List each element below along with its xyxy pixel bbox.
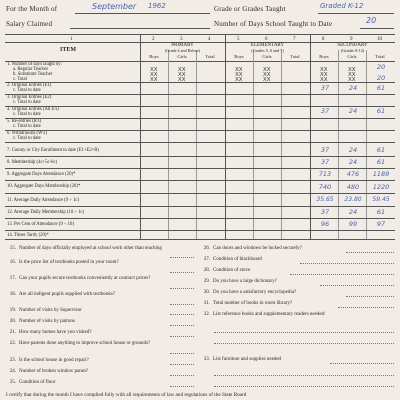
question-item xyxy=(6,260,166,266)
xx-mark: XX xyxy=(320,77,328,83)
row-label: c. Total to date xyxy=(13,100,41,105)
subcol-label: Boys xyxy=(319,54,329,59)
cell-r2-girls: 24 xyxy=(348,84,358,92)
subcol-label: Total xyxy=(205,54,215,59)
item-col-divider xyxy=(140,34,141,239)
group-title: SECONDARY xyxy=(337,43,368,48)
row-label: 12. Average Daily Membership (10 ÷ 1c) xyxy=(7,210,85,215)
subcol-divider xyxy=(338,50,339,239)
question-item xyxy=(200,312,350,318)
row-label: 14. Times Tardy (20)* xyxy=(7,233,49,238)
row-label: c. Total xyxy=(13,77,27,82)
salary-label: Salary Claimed xyxy=(6,20,53,28)
subcol-label: Girls xyxy=(347,54,357,59)
question-text: Total number of books in room library? xyxy=(213,301,293,306)
question-number: 26. xyxy=(203,246,210,251)
xx-mark: XX xyxy=(263,77,271,83)
xx-mark: XX xyxy=(235,77,243,83)
group-elementary xyxy=(225,43,310,53)
cell-r12-total: 61 xyxy=(376,208,386,216)
subcol-label: Total xyxy=(375,54,385,59)
xx-mark: XX xyxy=(348,72,356,78)
cell-days-regular: 20 xyxy=(376,63,386,71)
col-number: 2 xyxy=(152,37,155,42)
group-subtitle: (Grades 5, 6 and 7) xyxy=(251,48,284,53)
month-underline xyxy=(75,13,210,14)
question-text: List furniture and supplies needed xyxy=(213,357,282,362)
question-item xyxy=(6,308,166,314)
row-rule xyxy=(5,218,395,219)
subcol-label: Boys xyxy=(149,54,159,59)
days-underline xyxy=(360,28,394,29)
cell-r2-total: 61 xyxy=(376,84,386,92)
answer-line[interactable] xyxy=(170,375,194,376)
question-text: Is the price list of textbooks posted in your room? xyxy=(19,260,119,265)
answer-line[interactable] xyxy=(170,325,194,326)
question-number: 20. xyxy=(9,319,16,324)
row-label: 2. Original Entries (E1) xyxy=(7,83,52,88)
question-number: 24. xyxy=(9,369,16,374)
question-number: 33. xyxy=(203,357,210,362)
header-bottom-rule xyxy=(5,61,395,62)
col-number: 10 xyxy=(377,37,382,42)
question-item xyxy=(6,341,166,347)
month-value: September xyxy=(92,2,137,11)
subcol-divider xyxy=(281,50,282,239)
cell-r9-boys: 713 xyxy=(318,170,332,178)
cell-r9-total: 1189 xyxy=(372,170,390,178)
cell-r8-total: 61 xyxy=(376,158,386,166)
xx-mark: XX xyxy=(235,67,243,73)
year-value: 1962 xyxy=(148,2,166,10)
question-text: Number of broken window panes? xyxy=(19,369,89,374)
row-label: 6. Withdrawals (W's) xyxy=(7,131,47,136)
answer-line[interactable] xyxy=(170,353,194,354)
cell-r2-boys: 37 xyxy=(320,84,330,92)
answer-line[interactable] xyxy=(170,314,194,315)
question-number: 25. xyxy=(9,380,16,385)
answer-line[interactable] xyxy=(330,363,394,364)
xx-mark: XX xyxy=(263,67,271,73)
row-label: b. Substitute Teacher xyxy=(13,72,53,77)
row-label: c. Total to date xyxy=(13,136,41,141)
question-text: Do you have a satisfactory encyclopedia? xyxy=(213,290,297,295)
cell-r10-total: 1220 xyxy=(372,183,390,191)
row-rule xyxy=(5,193,395,194)
xx-mark: XX xyxy=(178,77,186,83)
question-text: Can your pupils secure textbooks conveniently at contract prices? xyxy=(19,276,151,281)
group-subtitle: (Grade 4 and Below) xyxy=(164,48,201,53)
question-item xyxy=(6,276,166,282)
question-text: Do you have a large dictionary? xyxy=(213,279,277,284)
salary-underline xyxy=(70,28,210,29)
col-number: 1 xyxy=(70,37,73,42)
question-item xyxy=(6,358,166,364)
subcol-divider xyxy=(168,50,169,239)
cell-days-total: 20 xyxy=(376,74,386,82)
question-text: Have parents done anything to improve school house or grounds? xyxy=(19,341,151,346)
row-label: c. Total to date xyxy=(13,112,41,117)
cell-r4-girls: 24 xyxy=(348,107,358,115)
row-label: 8. Membership (4c+5c-6c) xyxy=(7,160,58,165)
question-number: 18. xyxy=(9,292,16,297)
question-text: List reference books and supplementary readers needed: xyxy=(213,312,326,317)
subcol-label: Girls xyxy=(262,54,272,59)
xx-mark: XX xyxy=(150,67,158,73)
question-number: 19. xyxy=(9,308,16,313)
answer-line[interactable] xyxy=(214,375,394,376)
question-text: Number of days officially employed at school work other than teaching xyxy=(19,246,162,251)
xx-mark: XX xyxy=(263,72,271,78)
subcol-label: Girls xyxy=(177,54,187,59)
row-rule xyxy=(5,156,395,157)
col-number: 5 xyxy=(237,37,240,42)
question-text: How many homes have you visited? xyxy=(19,330,92,335)
cell-r10-boys: 740 xyxy=(318,183,332,191)
cell-r11-girls: 23.80 xyxy=(344,196,362,203)
row-rule xyxy=(5,142,395,143)
answer-line[interactable] xyxy=(170,304,194,305)
cell-r7-boys: 37 xyxy=(320,146,330,154)
answer-line[interactable] xyxy=(170,364,194,365)
cell-r8-girls: 24 xyxy=(348,158,358,166)
question-text: Can doors and windows be locked securely? xyxy=(213,246,302,251)
elementary-secondary-divider xyxy=(310,34,311,239)
question-text: Condition of stove xyxy=(213,268,251,273)
group-subtitle: (Grades 8-12) xyxy=(340,48,365,53)
col-number: 3 xyxy=(180,37,183,42)
row-rule xyxy=(5,130,395,131)
xx-mark: XX xyxy=(348,77,356,83)
cell-r10-girls: 480 xyxy=(346,183,360,191)
cell-r12-boys: 37 xyxy=(320,208,330,216)
answer-line[interactable] xyxy=(290,274,394,275)
col-number: 4 xyxy=(208,37,211,42)
subcol-label: Total xyxy=(290,54,300,59)
grade-label: Grade or Grades Taught xyxy=(214,5,286,13)
row-label: 11. Average Daily Attendance (9 ÷ 1c) xyxy=(7,198,79,203)
certification-text: I certify that during the month I have complied fully with all requirements of law and regulations of the State Board xyxy=(6,392,247,398)
row-rule xyxy=(5,230,395,231)
answer-line[interactable] xyxy=(170,288,194,289)
xx-mark: XX xyxy=(178,72,186,78)
row-label: c. Total to date xyxy=(13,124,41,129)
cell-r7-girls: 24 xyxy=(348,146,358,154)
question-item xyxy=(6,319,166,325)
subcol-divider xyxy=(253,50,254,239)
answer-line[interactable] xyxy=(300,263,394,264)
answer-line[interactable] xyxy=(170,386,194,387)
group-secondary xyxy=(310,43,395,53)
answer-line[interactable] xyxy=(170,336,194,337)
item-header: ITEM xyxy=(60,47,77,53)
grade-underline xyxy=(318,13,394,14)
row-label: 9. Aggregate Days Attendance (20)* xyxy=(7,172,76,177)
question-text: Is the school house in good repair? xyxy=(19,358,89,363)
question-item xyxy=(6,369,166,375)
group-title: ELEMENTARY xyxy=(250,43,285,48)
question-number: 29. xyxy=(203,279,210,284)
question-number: 16. xyxy=(9,260,16,265)
cell-r9-girls: 476 xyxy=(346,170,360,178)
grade-value: Graded K-12 xyxy=(320,2,364,10)
answer-line[interactable] xyxy=(170,257,194,258)
answer-line[interactable] xyxy=(346,252,394,253)
xx-mark: XX xyxy=(178,67,186,73)
row-label: 4. Original Entries (All E's) xyxy=(7,107,59,112)
cell-r11-boys: 35.65 xyxy=(316,196,334,203)
row-rule xyxy=(5,82,395,83)
xx-mark: XX xyxy=(320,72,328,78)
row-label: 13. Per Cent of Attendance (9 ÷ 10) xyxy=(7,222,74,227)
cell-r4-boys: 37 xyxy=(320,107,330,115)
question-number: 22. xyxy=(9,341,16,346)
primary-elementary-divider xyxy=(225,34,226,239)
question-text: Number of visits by Supervisor xyxy=(19,308,82,313)
row-label: 7. County or City Enrollment to date (E1+E2+R) xyxy=(7,148,99,153)
month-label: For the Month of xyxy=(6,5,58,13)
row-label: 10. Aggregate Days Membership (20)* xyxy=(7,184,81,189)
xx-mark: XX xyxy=(150,77,158,83)
col-number: 9 xyxy=(350,37,353,42)
answer-line[interactable] xyxy=(170,272,194,273)
cell-r4-total: 61 xyxy=(376,107,386,115)
row-rule xyxy=(5,94,395,95)
question-number: 30. xyxy=(203,290,210,295)
cell-r11-total: 59.45 xyxy=(372,196,390,203)
cell-r13-girls: 99 xyxy=(348,220,358,228)
table-bottom-rule xyxy=(5,239,395,240)
subcol-divider xyxy=(196,50,197,239)
xx-mark: XX xyxy=(235,72,243,78)
question-item xyxy=(6,330,166,336)
question-number: 28. xyxy=(203,268,210,273)
row-label: a. Regular Teacher xyxy=(13,67,49,72)
answer-line[interactable] xyxy=(320,285,394,286)
row-label: 5. Re-entries (R's) xyxy=(7,119,42,124)
question-text: Condition of floor xyxy=(19,380,56,385)
col-number: 6 xyxy=(265,37,268,42)
question-text: Condition of blackboard xyxy=(213,257,262,262)
row-rule xyxy=(5,168,395,169)
cell-r12-girls: 24 xyxy=(348,208,358,216)
table-top-rule xyxy=(5,34,395,35)
question-number: 32. xyxy=(203,312,210,317)
question-text: Number of visits by patrons xyxy=(19,319,75,324)
question-item xyxy=(6,380,166,386)
subcol-divider xyxy=(366,50,367,239)
col-number: 7 xyxy=(293,37,296,42)
question-item xyxy=(6,292,166,298)
row-label: 3. Original Entries (E2) xyxy=(7,95,52,100)
question-number: 21. xyxy=(9,330,16,335)
answer-line[interactable] xyxy=(346,296,394,297)
question-number: 23. xyxy=(9,358,16,363)
question-text: Are all indigent pupils supplied with textbooks? xyxy=(19,292,116,297)
group-primary xyxy=(140,43,225,53)
row-rule xyxy=(5,206,395,207)
group-title: PRIMARY xyxy=(171,43,194,48)
cell-r7-total: 61 xyxy=(376,146,386,154)
col-number: 8 xyxy=(322,37,325,42)
subcol-label: Boys xyxy=(234,54,244,59)
question-item xyxy=(6,246,166,252)
row-label: 1. Number of days taught by: xyxy=(7,62,62,67)
days-label: Number of Days School Taught to Date xyxy=(214,20,333,28)
answer-line[interactable] xyxy=(338,307,394,308)
question-number: 31. xyxy=(203,301,210,306)
question-number: 27. xyxy=(203,257,210,262)
cell-r8-boys: 37 xyxy=(320,158,330,166)
answer-line[interactable] xyxy=(214,386,394,387)
row-rule xyxy=(5,118,395,119)
cell-r13-total: 97 xyxy=(376,220,386,228)
xx-mark: XX xyxy=(320,67,328,73)
answer-line[interactable] xyxy=(214,332,394,333)
cell-r13-boys: 96 xyxy=(320,220,330,228)
answer-line[interactable] xyxy=(214,343,394,344)
question-number: 17. xyxy=(9,276,16,281)
row-label: c. Total to date xyxy=(13,88,41,93)
xx-mark: XX xyxy=(150,72,158,78)
xx-mark: XX xyxy=(348,67,356,73)
row-rule xyxy=(5,180,395,181)
days-value: 20 xyxy=(366,16,377,25)
question-number: 15. xyxy=(9,246,16,251)
